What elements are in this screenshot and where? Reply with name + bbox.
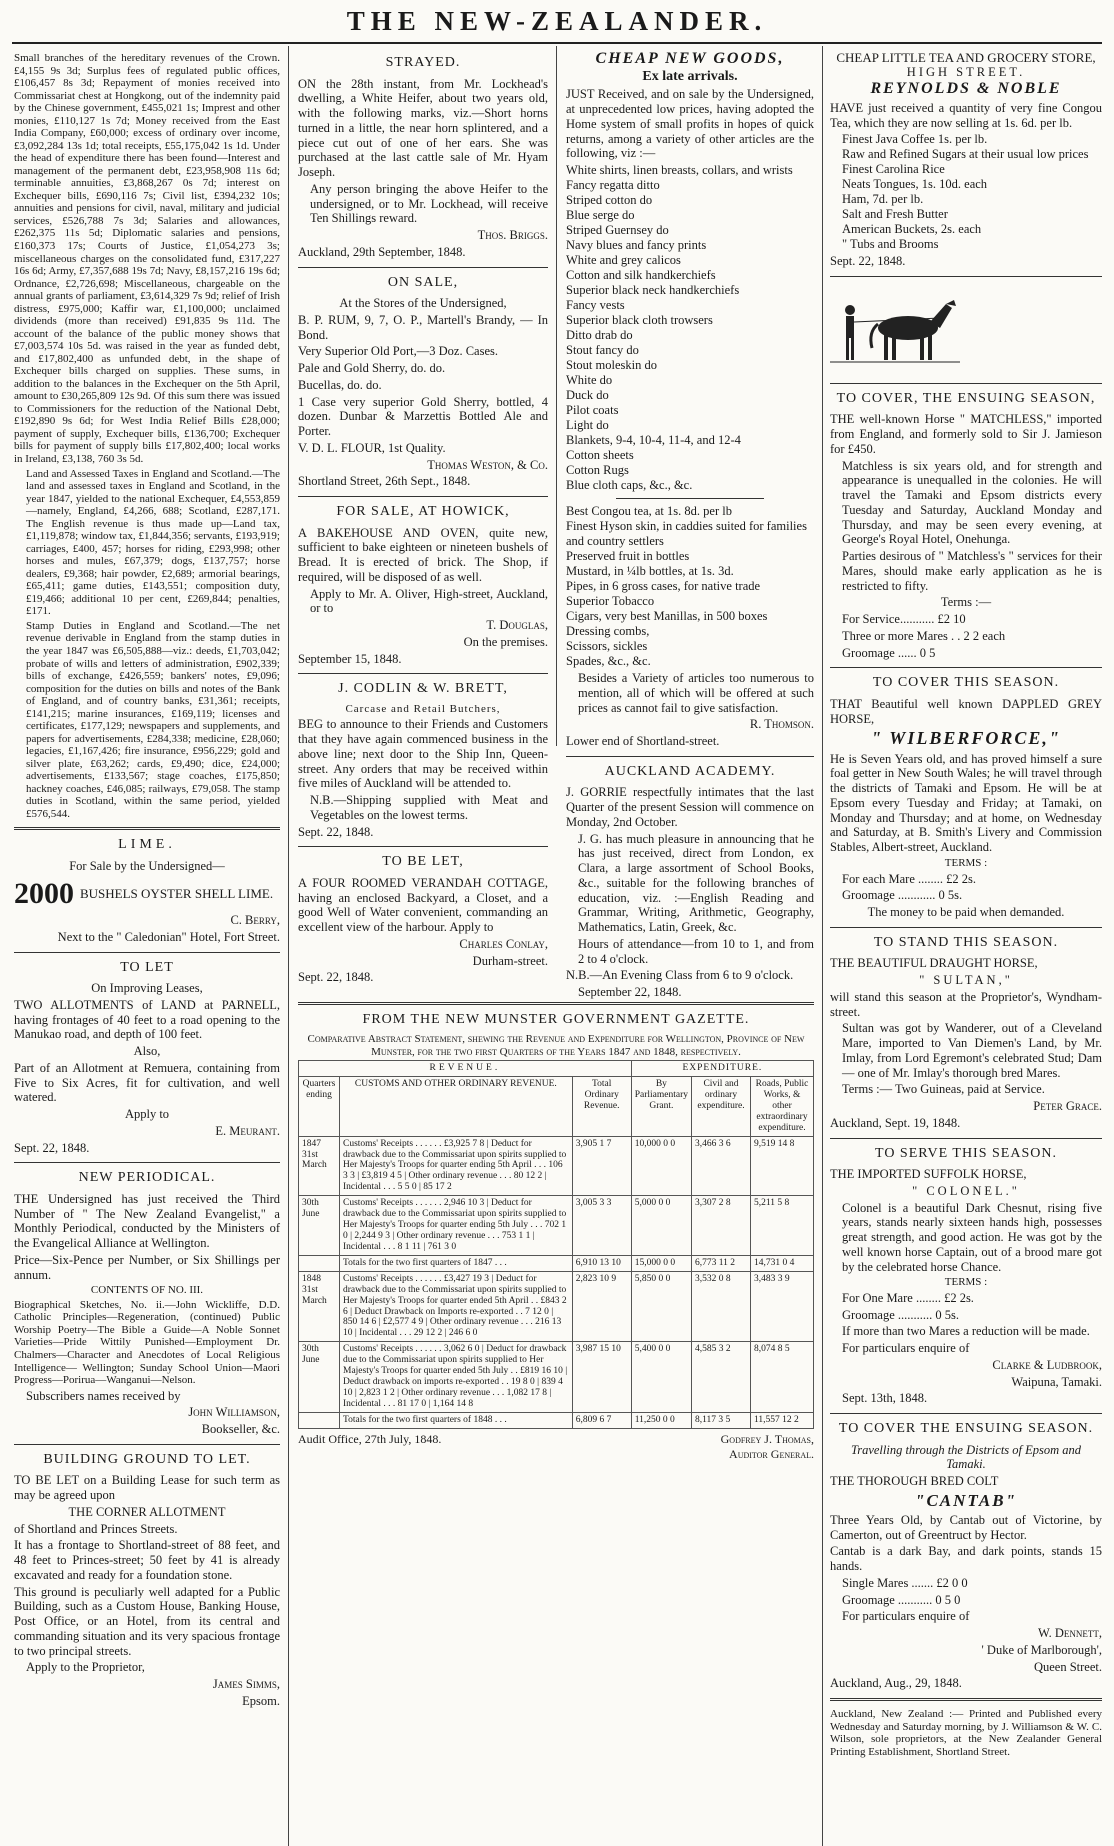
- matchless-terms: Terms :—: [940, 595, 992, 610]
- divider: [830, 927, 1102, 928]
- list-item: Best Congou tea, at 1s. 8d. per lb: [566, 504, 732, 519]
- list-item: American Buckets, 2s. each: [842, 222, 982, 237]
- table-cell: 6,773 11 2: [692, 1255, 751, 1271]
- howick-apply: Apply to Mr. A. Oliver, High-street, Auckland, or to: [310, 586, 548, 616]
- table-cell: [299, 1412, 340, 1428]
- matchless-term-2: Three or more Mares . . 2 2 each: [842, 628, 1006, 643]
- column-2: [298, 50, 548, 987]
- list-item: Superior Tobacco: [566, 594, 655, 609]
- strayed-reward: Any person bringing the above Heifer to the undersigned, or to Mr. Lockhead, will receive Ten Shillings reward.: [310, 181, 548, 226]
- list-item: Blankets, 9-4, 10-4, 11-4, and 12-4: [566, 433, 741, 448]
- periodical-heading: NEW PERIODICAL.: [78, 1170, 216, 1186]
- cantab-term-2: Groomage ........... 0 5 0: [842, 1592, 961, 1607]
- list-item: Superior black neck handkerchiefs: [566, 283, 740, 298]
- howick-heading: FOR SALE, AT HOWICK,: [336, 504, 510, 520]
- gazette-subheading: Comparative Abstract Statement, shewing the Revenue and Expenditure for Wellington, Province of New Munster, for the two first Quarters of the Years 1847 and 1848, respectively.: [307, 1033, 805, 1058]
- table-cell: Totals for the two first quarters of 1848 . . .: [340, 1412, 573, 1428]
- sultan-text-2: will stand this season at the Proprietor's, Wyndham-street.: [830, 989, 1102, 1019]
- table-cell: 3,483 3 9: [751, 1271, 814, 1342]
- matchless-text-2: Matchless is six years old, and for strength and appearance is unequalled in the colonies. He will travel the Tamaki and Epsom districts every Tuesday and Saturday, Auckland Monday and Thursday, and may be seen every evening, at George's Royal Hotel, Onehunga.: [842, 458, 1102, 547]
- column-3: [566, 50, 814, 1002]
- cheap-goods-list-2: [566, 504, 814, 669]
- strayed-date: Auckland, 29th September, 1848.: [298, 244, 466, 259]
- list-item: Finest Hyson skin, in caddies suited for families and country settlers: [566, 519, 807, 549]
- on-sale-port: Very Superior Old Port,—3 Doz. Cases.: [298, 344, 498, 359]
- colonel-text-3: If more than two Mares a reduction will be made.: [842, 1324, 1090, 1339]
- building-ground-place: Epsom.: [242, 1693, 280, 1708]
- list-item: White shirts, linen breasts, collars, and wrists: [566, 163, 793, 178]
- list-item: Raw and Refined Sugars at their usual low prices: [842, 147, 1089, 162]
- academy-text-2: J. G. has much pleasure in announcing that he has just received, direct from London, ex Clara, a large assortment of School Books, &c., suitable for the following branches of education, viz. :—English Reading and Grammar, Writing, Arithmetic, Geography, Mathematics, Latin, Greek, &c.: [578, 831, 814, 935]
- list-item: Dressing combs,: [566, 624, 650, 639]
- cheap-goods-subheading: Ex late arrivals.: [642, 68, 738, 84]
- colonel-text: THE IMPORTED SUFFOLK HORSE,: [830, 1167, 1027, 1182]
- table-cell: 2,823 10 9: [572, 1271, 631, 1342]
- butchers-subheading: Carcase and Retail Butchers,: [345, 702, 501, 715]
- lime-advertisement: [14, 837, 280, 944]
- table-cell: 8,117 3 5: [692, 1412, 751, 1428]
- table-cell: 15,000 0 0: [631, 1255, 691, 1271]
- cottage-signature-address: Durham-street.: [472, 953, 548, 968]
- table-cell: 9,519 14 8: [751, 1136, 814, 1196]
- colonel-term-2: Groomage ........... 0 5s.: [842, 1307, 959, 1322]
- periodical-signature-role: Bookseller, &c.: [201, 1422, 280, 1437]
- sultan-text-3: Sultan was got by Wanderer, out of a Cleveland Mare, imported to Van Diemen's Land, by Mr. Imlay, from Lord Egremont's celebrated Stud; Dam — one of Mr. Imlay's thorough bred Mares.: [842, 1021, 1102, 1080]
- list-item: Duck do: [566, 388, 609, 403]
- strayed-heading: STRAYED.: [385, 55, 461, 70]
- gazette-heading: FROM THE NEW MUNSTER GOVERNMENT GAZETTE.: [362, 1012, 750, 1027]
- academy-hours: Hours of attendance—from 10 to 1, and from 2 to 4 o'clock.: [578, 936, 814, 966]
- to-let-also: Also,: [133, 1044, 161, 1059]
- on-sale-rum: B. P. RUM, 9, 7, O. P., Martell's Brandy, — In Bond.: [298, 312, 548, 342]
- periodical-text: THE Undersigned has just received the Third Number of " The New Zealand Evangelist," a Monthly Periodical, conducted by the Ministers of the Evangelical Alliance at Wellington.: [14, 1191, 280, 1251]
- divider: [830, 1413, 1102, 1414]
- cantab-date: Auckland, Aug., 29, 1848.: [830, 1676, 962, 1691]
- list-item: Scissors, sickles: [566, 639, 648, 654]
- cantab-heading: TO COVER THE ENSUING SEASON.: [838, 1421, 1094, 1437]
- to-let-date: Sept. 22, 1848.: [14, 1140, 90, 1155]
- periodical-contents-list: Biographical Sketches, No. ii.—John Wickliffe, D.D. Catholic Principles—Regeneration, (continued) Public Worship Poetry—The Bible a Guide—A Noble Sonnet Varieties—Pride Wittily Punished—Employment Dr. Chalmers—Character and Anecdotes of Local Religious Intelligence— Wellington; Sunday School Union—Maori Progress—Porirua—Wanganui—Nelson.: [14, 1298, 280, 1387]
- column-header: Roads, Public Works, & other extraordinary expenditure.: [751, 1076, 814, 1136]
- gazette-section: [298, 1002, 814, 1462]
- wilberforce-terms: TERMS :: [944, 856, 988, 869]
- list-item: Blue serge do: [566, 208, 635, 223]
- gazette-signature: Godfrey J. Thomas,: [720, 1431, 814, 1446]
- cheap-goods-signature: R. Thomson.: [749, 717, 814, 732]
- strayed-text: ON the 28th instant, from Mr. Lockhead's dwelling, a White Heifer, about two years old, with the following marks, viz.—Short horns turned in a little, the near horn splintered, and a piece cut out of one of her ears. She was purchased at the last cattle sale of Mr. Hyam Joseph.: [298, 76, 548, 180]
- divider: [830, 276, 1102, 277]
- to-let-apply: Apply to: [124, 1107, 170, 1122]
- to-let-advertisement: [14, 960, 280, 1156]
- grocery-text: HAVE just received a quantity of very fine Congou Tea, which they are now selling at 1s. 6d. per lb.: [830, 100, 1102, 130]
- table-cell: 3,466 3 6: [692, 1136, 751, 1196]
- sultan-date: Auckland, Sept. 19, 1848.: [830, 1115, 961, 1130]
- cantab-text: THE THOROUGH BRED COLT: [830, 1474, 999, 1489]
- divider: [14, 1162, 280, 1163]
- cantab-advertisement: [830, 1421, 1102, 1691]
- sultan-signature: Peter Grace.: [1033, 1099, 1102, 1114]
- list-item: Navy blues and fancy prints: [566, 238, 707, 253]
- periodical-advertisement: [14, 1170, 280, 1437]
- list-item: Striped Guernsey do: [566, 223, 669, 238]
- academy-heading: AUCKLAND ACADEMY.: [604, 763, 776, 779]
- divider: [14, 1444, 280, 1445]
- colonel-term-1: For One Mare ........ £2 2s.: [842, 1290, 974, 1305]
- periodical-signature: John Williamson,: [188, 1405, 280, 1420]
- table-row: [299, 1136, 814, 1196]
- table-cell: 6,910 13 10: [572, 1255, 631, 1271]
- colonel-text-4: For particulars enquire of: [842, 1341, 970, 1356]
- strayed-advertisement: [298, 55, 548, 260]
- list-item: Light do: [566, 418, 609, 433]
- academy-advertisement: [566, 764, 814, 1000]
- cantab-text-2: Three Years Old, by Cantab out of Victorine, by Camerton, out of Greentruct by Hector.: [830, 1512, 1102, 1542]
- list-item: Mustard, in ¼lb bottles, at 1s. 3d.: [566, 564, 734, 579]
- matchless-advertisement: [830, 391, 1102, 661]
- lime-subheading: For Sale by the Undersigned—: [69, 858, 225, 873]
- matchless-term-1: For Service........... £2 10: [842, 612, 966, 627]
- list-item: Finest Carolina Rice: [842, 162, 945, 177]
- table-cell: 30th June: [299, 1342, 340, 1413]
- list-item: " Tubs and Brooms: [842, 237, 939, 252]
- divider: [298, 496, 548, 497]
- colonel-signature: Clarke & Ludbrook,: [992, 1357, 1102, 1372]
- academy-note: N.B.—An Evening Class from 6 to 9 o'clock.: [566, 968, 794, 983]
- column-header: Total Ordinary Revenue.: [572, 1076, 631, 1136]
- cheap-goods-text-2: Besides a Variety of articles too numerous to mention, all of which will be offered at such prices as cannot fail to give satisfaction.: [578, 671, 814, 715]
- gazette-signature-role: Auditor General.: [729, 1446, 814, 1461]
- newspaper-title: THE NEW-ZEALANDER.: [346, 6, 768, 36]
- table-cell: 14,731 0 4: [751, 1255, 814, 1271]
- grocery-firm: REYNOLDS & NOBLE: [870, 80, 1062, 98]
- table-cell: 1848 31st March: [299, 1271, 340, 1342]
- list-item: Cigars, very best Manillas, in 500 boxes: [566, 609, 768, 624]
- divider: [830, 667, 1102, 668]
- sultan-heading: TO STAND THIS SEASON.: [873, 934, 1059, 950]
- on-sale-sherry: Pale and Gold Sherry, do. do.: [298, 361, 446, 376]
- divider: [830, 383, 1102, 384]
- column-divider: [822, 46, 823, 1846]
- list-item: Spades, &c., &c.: [566, 654, 651, 669]
- table-cell: Customs' Receipts . . . . . . £3,925 7 8 | Deduct for drawback due to the Commissariat upon spirits supplied to Her Majesty's Troops for quarter ending 5th April . . . 106 3 3 | £3,819 4 5 | Other ordinary revenue . . . 80 12 2 | Incidental . . . 5 5 0 | 85 17 2: [340, 1136, 573, 1196]
- list-item: Cotton and silk handkerchiefs: [566, 268, 716, 283]
- divider: [298, 267, 548, 268]
- matchless-term-3: Groomage ...... 0 5: [842, 645, 936, 660]
- cottage-date: Sept. 22, 1848.: [298, 970, 374, 985]
- to-let-subheading: On Improving Leases,: [91, 981, 203, 996]
- building-ground-streets: of Shortland and Princes Streets.: [14, 1521, 178, 1536]
- building-ground-corner: THE CORNER ALLOTMENT: [68, 1504, 226, 1519]
- matchless-heading: TO COVER, THE ENSUING SEASON,: [836, 390, 1096, 406]
- colonel-name: " COLONEL.": [912, 1183, 1020, 1198]
- table-cell: 4,585 3 2: [692, 1342, 751, 1413]
- howick-text: A BAKEHOUSE AND OVEN, quite new, sufficient to bake eighteen or nineteen bushels of Bread. It is erected of brick. The Shop, if required, will be disposed of as well.: [298, 525, 548, 584]
- building-ground-suitability: This ground is peculiarly well adapted for a Public Building, such as a Custom House, Banking House, Post Office, or an Hotel, from its central and commanding situation and its very spacious frontage to two principal streets.: [14, 1584, 280, 1658]
- building-ground-heading: BUILDING GROUND TO LET.: [43, 1451, 251, 1467]
- list-item: Pilot coats: [566, 403, 619, 418]
- divider: [566, 756, 814, 757]
- table-cell: 5,211 5 8: [751, 1196, 814, 1256]
- colonel-terms: TERMS :: [944, 1276, 988, 1289]
- cantab-text-3: Cantab is a dark Bay, and dark points, stands 15 hands.: [830, 1544, 1102, 1574]
- matchless-text: THE well-known Horse " MATCHLESS," imported from England, and formerly sold to Sir J. Jamieson for £450.: [830, 412, 1102, 456]
- cantab-text-4: For particulars enquire of: [842, 1609, 970, 1624]
- column-divider: [556, 46, 557, 746]
- grocery-subheading: HIGH STREET.: [906, 65, 1026, 80]
- building-ground-apply: Apply to the Proprietor,: [26, 1660, 145, 1675]
- table-cell: 3,905 1 7: [572, 1136, 631, 1196]
- cantab-name: "CANTAB": [915, 1490, 1017, 1510]
- howick-date: September 15, 1848.: [298, 651, 402, 666]
- list-item: Striped cotton do: [566, 193, 653, 208]
- butchers-date: Sept. 22, 1848.: [298, 824, 374, 839]
- revenue-table-body: [299, 1136, 814, 1428]
- wilberforce-advertisement: [830, 675, 1102, 919]
- to-let-more: Part of an Allotment at Remuera, containing from Five to Six Acres, fit for cultivation, and well watered.: [14, 1060, 280, 1105]
- table-cell: 8,074 8 5: [751, 1342, 814, 1413]
- divider: [298, 846, 548, 847]
- revenue-article: Small branches of the hereditary revenues of the Crown. £4,155 9s 3d; Surplus fees of regulated public offices, £106,457 8s 3d; Repayment of monies received into Commissariat chest at Hongkong, out of the indemnity paid by the Chinese government, £455,021 1s; Imprest and other monies, £110,127 1s 7d; Money received from the East India Company, £60,000; excess of ordinary over income, £3,092,284 13s 1d; total receipts, £55,175,042 1s 1d. Under the head of expenditure there has been found—Interest and management of the permanent debt, £23,958,908 11s 6d; terminable annuities, £3,868,267 0s 7d; interest on Exchequer bills, £690,116 7s; Civil list, £394,232 10s; annuities and pensions for civil, naval, military and judicial services, £526,788 7s 3d; Salaries and allowances, £262,375 11s 5d; Diplomatic salaries and pensions, £160,373 17s; Courts of Justice, £1,054,273 3s; miscellaneous charges on the consolidated fund, £317,227 16s 6d; Army, £7,357,688 19s 7d; Navy, £8,157,216 19s 6d; Ordnance, £2,726,698; Miscellaneous, chargeable on the annual grants of parliament, £3,614,329 7s 9d; relief of Irish distress, £975,000; Kaffir war, £1,100,000; unclaimed dividends (more than received) £91,835 9s 11d. The account of the balance of the public money shows that £7,003,574 10s 5d. was raised in the year as funded debt, and £17,802,400 as unfunded debt, in the shape of Exchequer bills charged on supplies. These sums, in addition to the balances in the Exchequer on the 5th April, amount to £30,265,809 12s 9d. Of this sum there was issued to Commissioners for the reduction of the National Debt, £192,890 9s 6d; for West India Relief Bills £28,000; payment of supply, Exchequer bills, £136,700; Exchequer bills for payment of supply bills £17,802,400; local works in Ireland, £3,138, 760 3s 5d.: [14, 52, 280, 465]
- table-cell: 11,250 0 0: [631, 1412, 691, 1428]
- to-let-text: TWO ALLOTMENTS of LAND at PARNELL, having frontages of 40 feet to a road opening to the Manukao road, and depth of 100 feet.: [14, 997, 280, 1042]
- matchless-text-3: Parties desirous of " Matchless's " services for their Mares, should make early application as he is restricted to fifty.: [842, 549, 1102, 593]
- periodical-price: Price—Six-Pence per Number, or Six Shillings per annum.: [14, 1252, 280, 1282]
- horse-illustration: [830, 288, 960, 368]
- wilberforce-name: " WILBERFORCE,": [871, 728, 1061, 749]
- lime-signature: C. Berry,: [230, 913, 280, 928]
- on-sale-flour: V. D. L. FLOUR, 1st Quality.: [298, 440, 446, 455]
- wilberforce-heading: TO COVER THIS SEASON.: [872, 675, 1060, 691]
- table-cell: Customs' Receipts . . . . . . 2,946 10 3 | Deduct for drawback due to the Commissariat upon spirits supplied to Her Majesty's Troops for quarter ending 5th July . . . 702 1 0 | 2,244 9 3 | Other ordinary revenue . . . 753 1 1 | Incidental . . . 8 1 11 | 761 3 0: [340, 1196, 573, 1256]
- cheap-goods-list: [566, 163, 814, 493]
- on-sale-date: Shortland Street, 26th Sept., 1848.: [298, 474, 471, 489]
- butchers-note: N.B.—Shipping supplied with Meat and Vegetables on the lowest terms.: [310, 793, 548, 822]
- lime-text: BUSHELS OYSTER SHELL LIME.: [80, 885, 274, 901]
- cottage-signature: Charles Conlay,: [459, 936, 548, 951]
- list-item: White do: [566, 373, 613, 388]
- table-cell: 3,005 3 3: [572, 1196, 631, 1256]
- table-row: [299, 1412, 814, 1428]
- column-header: Quarters ending: [299, 1076, 340, 1136]
- colonel-advertisement: [830, 1146, 1102, 1407]
- howick-advertisement: [298, 504, 548, 666]
- colonel-text-2: Colonel is a beautiful Dark Chesnut, rising five years, stands nearly sixteen hands high, possesses great strength, and good action. He was got by the well known horse Captain, out of a brood mare got by the celebrated horse Chance.: [842, 1200, 1102, 1274]
- table-cell: Totals for the two first quarters of 1847 . . .: [340, 1255, 573, 1271]
- to-let-heading: TO LET: [120, 959, 174, 975]
- masthead-rule: [12, 42, 1102, 44]
- land-taxes-article: Land and Assessed Taxes in England and Scotland.—The land and assessed taxes in England and Scotland, in the year 1847, yielded to the national Exchequer, £4,553,859—namely, England, £4,266, 688; Scotland, £287,171. The English revenue is thus made up—Land tax, £1,119,878; window tax, £1,844,356; servants, £193,919; carriages, £400, 457; horses for riding, £293,998; other horses and mules, £67,379; dogs, £137,757; horse dealers, £9,368; hair powder, £2,689; armorial bearings, £65,411; game duties, £143,551; composition duty, £19,466; additional 10 per cent, £269,844; penalties, £171.: [26, 467, 280, 618]
- strayed-signature: Thos. Briggs.: [477, 228, 548, 243]
- list-item: Fancy vests: [566, 298, 625, 313]
- cottage-text: A FOUR ROOMED VERANDAH COTTAGE, having an enclosed Backyard, a Closet, and a good Well of Water convenient, commanding an excellent view of the harbour. Apply to: [298, 875, 548, 935]
- divider: [298, 673, 548, 674]
- building-ground-text: TO BE LET on a Building Lease for such term as may be agreed upon: [14, 1473, 280, 1503]
- cottage-advertisement: [298, 854, 548, 985]
- list-item: Cotton Rugs: [566, 463, 629, 478]
- list-item: Finest Java Coffee 1s. per lb.: [842, 132, 988, 147]
- column-header: CUSTOMS AND OTHER ORDINARY REVENUE.: [340, 1076, 573, 1136]
- grocery-list: [830, 132, 1102, 252]
- list-item: Preserved fruit in bottles: [566, 549, 690, 564]
- expenditure-label: EXPENDITURE.: [631, 1061, 813, 1077]
- grocery-heading: CHEAP LITTLE TEA AND GROCERY STORE,: [836, 50, 1096, 65]
- grocery-date: Sept. 22, 1848.: [830, 254, 906, 269]
- cheap-goods-advertisement: [566, 50, 814, 749]
- list-item: Ham, 7d. per lb.: [842, 192, 924, 207]
- on-sale-more: 1 Case very superior Gold Sherry, bottled, 4 dozen. Dunbar & Marzettis Bottled Ale and Porter.: [298, 394, 548, 439]
- sultan-text: THE BEAUTIFUL DRAUGHT HORSE,: [830, 956, 1038, 971]
- table-row: [299, 1342, 814, 1413]
- table-cell: 30th June: [299, 1196, 340, 1256]
- on-sale-advertisement: [298, 275, 548, 490]
- table-cell: 10,000 0 0: [631, 1136, 691, 1196]
- table-row: [299, 1196, 814, 1256]
- on-sale-signature: Thomas Weston, & Co.: [427, 457, 548, 472]
- table-cell: 3,307 2 8: [692, 1196, 751, 1256]
- stamp-duties-article: Stamp Duties in England and Scotland.—The net revenue derivable in England from the stamp duties in the year 1847 was £6,505,888—viz.: deeds, £1,703,042; probate of wills and letters of administration, £902,339; bills of exchange, £426,559; bankers' notes, £9,096; composition for the duties on bills and notes of the Bank of England, and of country banks, £31,361; receipts, £141,215; marine insurances, £169,119; licenses and certificates, £177,129; newspapers and supplements, and papers for advertisements, £284,338; medicine, £28,060; legacies, £1,167,426; fire insurance, £956,229; gold and silver plate, £63,262; cards, £9,490; dice, £24,000; advertisements, £133,567; stage coaches, £175,850; hackney coaches, £46,085; railways, £79,058. The stamp duties in Scotland, within the same period, yielded £576,544.: [26, 619, 280, 820]
- wilberforce-money: The money to be paid when demanded.: [867, 905, 1065, 919]
- divider: [14, 952, 280, 953]
- periodical-subscribers: Subscribers names received by: [26, 1388, 181, 1403]
- table-cell: 3,987 15 10: [572, 1342, 631, 1413]
- on-sale-subheading: At the Stores of the Undersigned,: [339, 296, 507, 311]
- sultan-advertisement: [830, 935, 1102, 1131]
- table-row: [299, 1255, 814, 1271]
- howick-signature-note: On the premises.: [463, 634, 548, 649]
- cheap-goods-address: Lower end of Shortland-street.: [566, 734, 720, 749]
- building-ground-frontage: It has a frontage to Shortland-street of 88 feet, and 48 feet to Princes-street; 50 feet by 41 is already excavated and ready for a foundation stone.: [14, 1538, 280, 1582]
- academy-text: J. GORRIE respectfully intimates that the last Quarter of the present Session will commence on Monday, 2nd October.: [566, 785, 814, 829]
- cantab-signature: W. Dennett,: [1037, 1626, 1102, 1641]
- wilberforce-term-2: Groomage ............ 0 5s.: [842, 888, 963, 903]
- cantab-signature-street: Queen Street.: [1033, 1659, 1102, 1674]
- divider: [616, 498, 765, 499]
- table-cell: 1847 31st March: [299, 1136, 340, 1196]
- revenue-label: REVENUE.: [299, 1061, 632, 1077]
- to-let-signature: E. Meurant.: [215, 1123, 280, 1138]
- column-4: [830, 50, 1102, 1760]
- column-divider: [288, 46, 289, 1846]
- lime-address: Next to the " Caledonian" Hotel, Fort Street.: [57, 929, 280, 944]
- cheap-goods-heading: CHEAP NEW GOODS,: [595, 50, 785, 67]
- sultan-name: " SULTAN,": [919, 973, 1013, 988]
- butchers-heading: J. CODLIN & W. BRETT,: [338, 681, 508, 697]
- list-item: Cotton sheets: [566, 448, 634, 463]
- table-cell: 11,557 12 2: [751, 1412, 814, 1428]
- building-ground-advertisement: [14, 1452, 280, 1709]
- table-row: [299, 1271, 814, 1342]
- list-item: Fancy regatta ditto: [566, 178, 660, 193]
- list-item: Pipes, in 6 gross cases, for native trade: [566, 579, 761, 594]
- gazette-audit: Audit Office, 27th July, 1848.: [298, 1431, 442, 1446]
- colonel-signature-place: Waipuna, Tamaki.: [1011, 1374, 1102, 1389]
- table-cell: 5,850 0 0: [631, 1271, 691, 1342]
- list-item: Ditto drab do: [566, 328, 633, 343]
- divider: [830, 1698, 1102, 1701]
- table-cell: Customs' Receipts . . . . . . 3,062 6 0 | Deduct for drawback due to the Commissariat upon spirits supplied to Her Majesty's Troops for quarter ended 5th July . . £819 16 10 | Deduct drawback on imports re-exported . . 19 8 0 | 839 4 10 | 2,823 1 2 | Other ordinary revenue . . . 1,082 17 8 | Incidental . . . 81 17 0 | 1,164 14 8: [340, 1342, 573, 1413]
- column-1: [14, 50, 280, 1711]
- colonel-date: Sept. 13th, 1848.: [842, 1391, 928, 1406]
- cheap-goods-text: JUST Received, and on sale by the Undersigned, at unprecedented low prices, having adopted the Home system of small profits in hopes of quick returns, among a variety of other articles are the following, viz :—: [566, 87, 814, 161]
- list-item: Superior black cloth trowsers: [566, 313, 713, 328]
- academy-date: September 22, 1848.: [578, 985, 682, 1000]
- wilberforce-text-2: He is Seven Years old, and has proved himself a sure foal getter in New South Wales; he will travel through the districts of Tamaki and Epsom. He will be at Epsom every Tuesday and Friday; at Tamaki, on Monday and Thursday; and at home, on Wednesday and Saturday, at B. Smith's Livery and Commission Stables, Albert-street, Auckland.: [830, 751, 1102, 855]
- divider: [14, 827, 280, 830]
- butchers-text: BEG to announce to their Friends and Customers that they have again commenced business in the above line; next door to the Ship Inn, Queen-street. Any orders that may be received within five miles of Auckland will be attended to.: [298, 717, 548, 791]
- lime-quantity: 2000: [14, 876, 74, 910]
- on-sale-bucellas: Bucellas, do. do.: [298, 377, 382, 392]
- colonel-heading: TO SERVE THIS SEASON.: [875, 1145, 1057, 1161]
- table-cell: Customs' Receipts . . . . . . £3,427 19 3 | Deduct for drawback due to the Commissariat upon spirits supplied to Her Majesty's Troops for quarter ended 5th April . . £843 2 6 | Deduct Drawback on Imports re-exported . . 7 12 0 | 850 14 6 | £2,577 4 9 | Other ordinary revenue . . . 216 13 10 | Incidental . . . 29 12 2 | 246 6 0: [340, 1271, 573, 1342]
- table-cell: [299, 1255, 340, 1271]
- table-cell: 5,000 0 0: [631, 1196, 691, 1256]
- divider: [298, 1002, 814, 1005]
- wilberforce-text: THAT Beautiful well known DAPPLED GREY HORSE,: [830, 696, 1102, 726]
- list-item: Salt and Fresh Butter: [842, 207, 948, 222]
- column-header: Civil and ordinary expenditure.: [692, 1076, 751, 1136]
- sultan-terms: Terms :— Two Guineas, paid at Service.: [842, 1082, 1045, 1097]
- periodical-contents-heading: CONTENTS OF NO. III.: [90, 1284, 204, 1297]
- lime-heading: LIME.: [118, 837, 176, 853]
- revenue-table: [298, 1060, 814, 1429]
- divider: [830, 1138, 1102, 1139]
- list-item: Stout moleskin do: [566, 358, 657, 373]
- list-item: Blue cloth caps, &c., &c.: [566, 478, 693, 493]
- wilberforce-term-1: For each Mare ........ £2 2s.: [842, 871, 976, 886]
- cantab-signature-inn: ' Duke of Marlborough',: [981, 1642, 1102, 1657]
- table-cell: 6,809 6 7: [572, 1412, 631, 1428]
- cantab-subheading: Travelling through the Districts of Epsom and Tamaki.: [850, 1442, 1082, 1472]
- howick-signature: T. Douglas,: [486, 618, 548, 633]
- list-item: Stout fancy do: [566, 343, 639, 358]
- grocery-advertisement: [830, 50, 1102, 269]
- list-item: White and grey calicos: [566, 253, 681, 268]
- table-cell: 3,532 0 8: [692, 1271, 751, 1342]
- building-ground-signature: James Simms,: [212, 1677, 280, 1692]
- table-cell: 5,400 0 0: [631, 1342, 691, 1413]
- on-sale-heading: ON SALE,: [387, 274, 459, 290]
- cantab-term-1: Single Mares ....... £2 0 0: [842, 1575, 968, 1590]
- butchers-advertisement: [298, 681, 548, 839]
- imprint: Auckland, New Zealand :— Printed and Published every Wednesday and Saturday morning, by J. Williamson & W. C. Wilson, sole proprietors, at the New Zealander General Printing Establishment, Shortland Street.: [830, 1708, 1102, 1758]
- cottage-heading: TO BE LET,: [382, 854, 464, 870]
- column-header: By Parliamentary Grant.: [631, 1076, 691, 1136]
- masthead: [0, 0, 1114, 44]
- list-item: Neats Tongues, 1s. 10d. each: [842, 177, 988, 192]
